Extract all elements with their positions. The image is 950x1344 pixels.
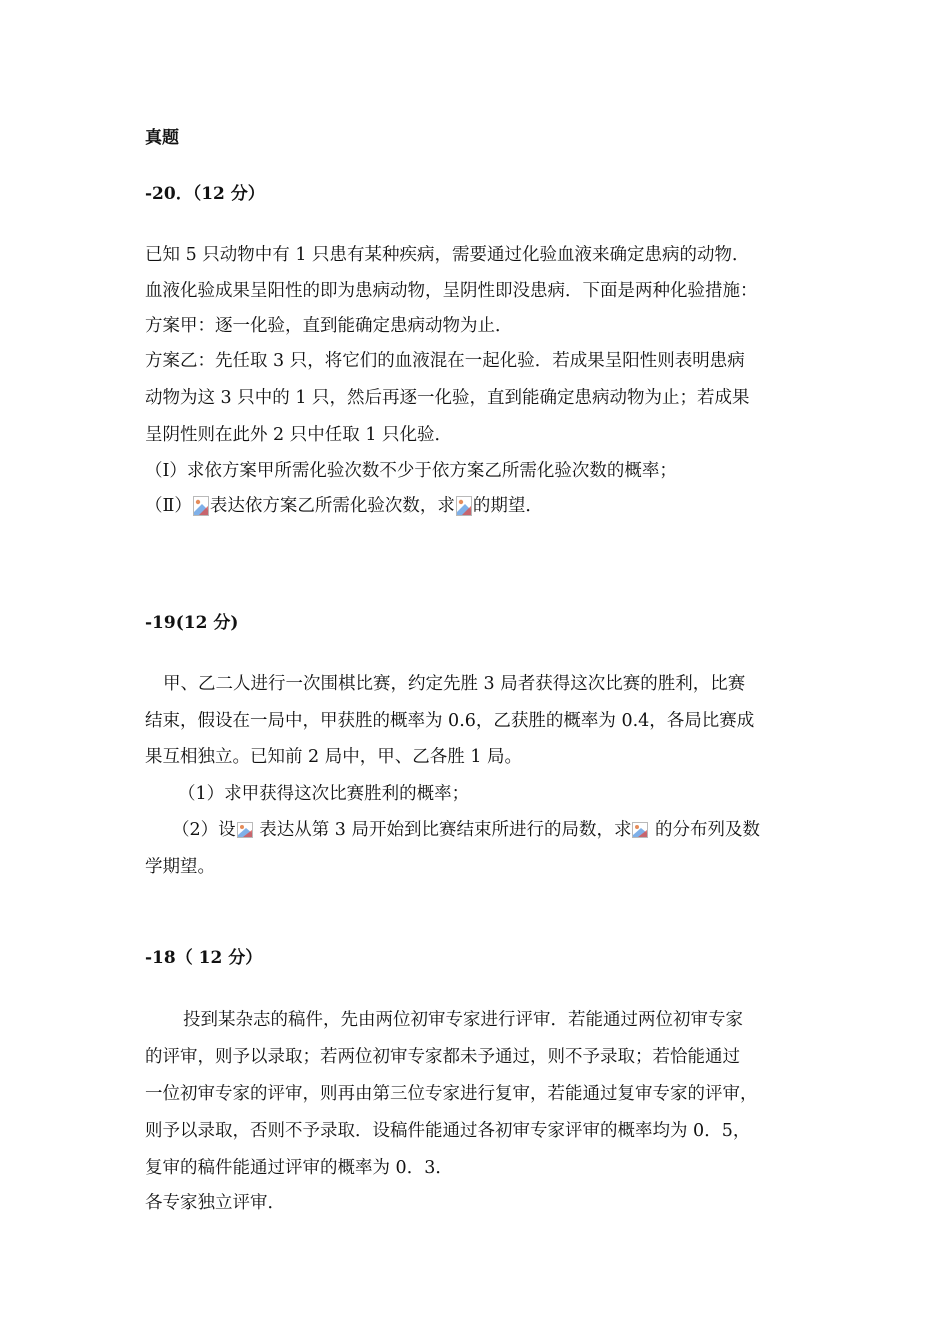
problem-18-line-2: 的评审，则予以录取；若两位初审专家都未予通过，则不予录取；若恰能通过: [145, 1047, 740, 1067]
problem-19-q2-middle: 表达从第 3 局开始到比赛结束所进行的局数，求: [253, 820, 632, 840]
problem-20-line-3: 方案甲：逐一化验，直到能确定患病动物为止．: [145, 316, 513, 336]
problem-18-line-3: 一位初审专家的评审，则再由第三位专家进行复审，若能通过复审专家的评审，: [145, 1084, 758, 1104]
problem-20-line-5: 动物为这 3 只中的 1 只，然后再逐一化验，直到能确定患病动物为止；若成果: [145, 388, 750, 408]
problem-20-line-1: 已知 5 只动物中有 1 只患有某种疾病，需要通过化验血液来确定患病的动物．: [145, 245, 750, 265]
problem-18-line-4: 则予以录取，否则不予录取．设稿件能通过各初审专家评审的概率均为 0．5，: [145, 1121, 751, 1141]
problem-19-line-6: 学期望。: [145, 857, 215, 877]
broken-image-icon: [632, 820, 648, 839]
problem-20-line-2: 血液化验成果呈阳性的即为患病动物，呈阴性即没患病．下面是两种化验措施：: [145, 281, 758, 301]
problem-19-line-4: （1）求甲获得这次比赛胜利的概率；: [178, 784, 470, 804]
problem-20-heading: -20．（12 分）: [145, 184, 265, 204]
problem-19-line-2: 结束，假设在一局中，甲获胜的概率为 0.6，乙获胜的概率为 0.4，各局比赛成: [145, 711, 755, 731]
problem-20-line-7: （Ⅰ）求依方案甲所需化验次数不少于依方案乙所需化验次数的概率；: [145, 461, 677, 481]
page-title: 真题: [145, 128, 179, 148]
problem-18-heading: -18（ 12 分）: [145, 948, 263, 968]
broken-image-icon: [193, 496, 209, 515]
problem-20-line-4: 方案乙：先任取 3 只，将它们的血液混在一起化验．若成果呈阳性则表明患病: [145, 351, 745, 371]
problem-18-line-1: 投到某杂志的稿件，先由两位初审专家进行评审．若能通过两位初审专家: [183, 1010, 743, 1030]
problem-20-line-6: 呈阴性则在此外 2 只中任取 1 只化验．: [145, 425, 453, 445]
problem-18-line-6: 各专家独立评审．: [145, 1193, 285, 1213]
broken-image-icon: [456, 496, 472, 515]
problem-19-heading: -19(12 分): [145, 613, 239, 633]
problem-18-line-5: 复审的稿件能通过评审的概率为 0．3．: [145, 1158, 453, 1178]
problem-20-q2-suffix: 的期望．: [472, 496, 543, 516]
problem-19-q2-suffix: 的分布列及数: [649, 820, 761, 840]
problem-20-q2-prefix: （Ⅱ）: [145, 496, 192, 516]
problem-20-line-8: [145, 494, 543, 518]
problem-19-line-5: [172, 818, 760, 842]
problem-19-line-3: 果互相独立。已知前 2 局中，甲、乙各胜 1 局。: [145, 747, 523, 767]
problem-20-q2-middle: 表达依方案乙所需化验次数，求: [209, 496, 455, 516]
problem-19-q2-prefix: （2）设: [172, 820, 236, 840]
problem-19-line-1: 甲、乙二人进行一次围棋比赛，约定先胜 3 局者获得这次比赛的胜利，比赛: [163, 674, 746, 694]
broken-image-icon: [237, 820, 253, 839]
